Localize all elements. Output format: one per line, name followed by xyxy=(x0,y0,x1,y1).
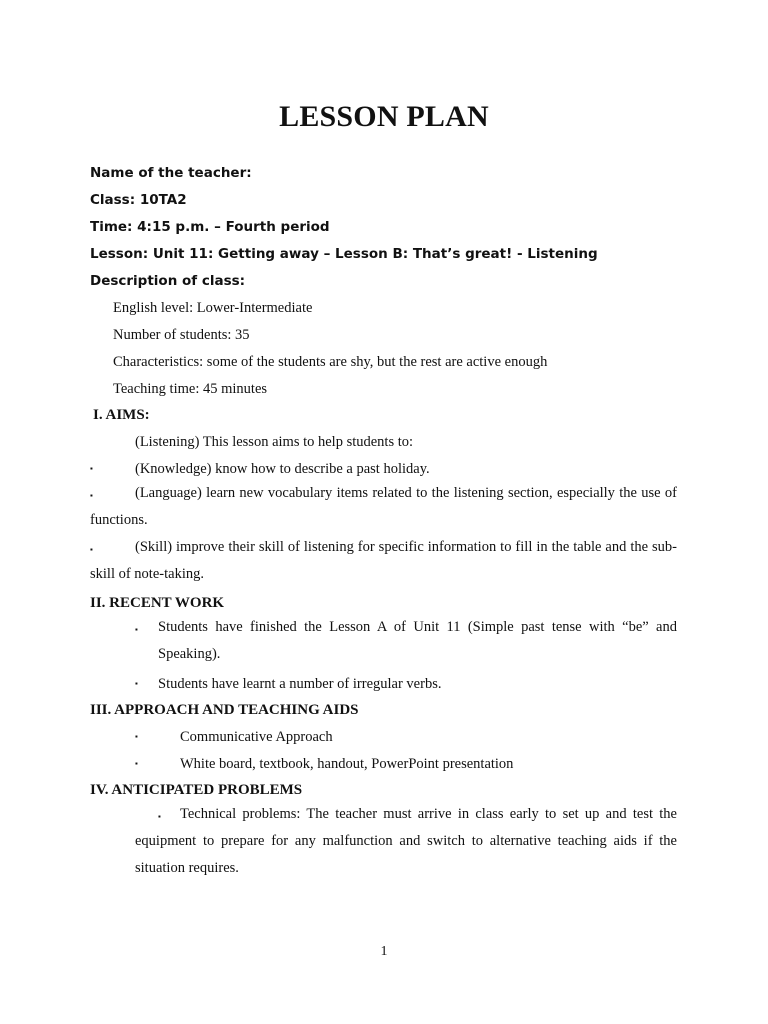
recent-work-item-1: Students have finished the Lesson A of Unit 11 (Simple past tense with “be” and Speaking). xyxy=(158,619,677,662)
aims-intro: (Listening) This lesson aims to help students to: xyxy=(135,434,414,450)
recent-work-item-2: Students have learnt a number of irregular verbs. xyxy=(158,676,442,692)
bullet-icon: ▪ xyxy=(135,679,138,688)
bullet-icon: ▪ xyxy=(158,812,161,821)
problem-technical: Technical problems: The teacher must arrive in class early to set up and test the equipment to prepare for any malfunction and switch to alternative teaching aids if the situation requires. xyxy=(135,806,677,876)
lesson-label: Lesson: Unit 11: Getting away – Lesson B: That’s great! - Listening xyxy=(90,246,598,262)
page-number: 1 xyxy=(380,944,388,959)
problems-heading: IV. ANTICIPATED PROBLEMS xyxy=(90,782,303,798)
document-title: LESSON PLAN xyxy=(279,100,489,133)
recent-work-heading: II. RECENT WORK xyxy=(90,595,225,611)
bullet-icon: ▪ xyxy=(135,732,138,741)
number-of-students: Number of students: 35 xyxy=(113,327,250,343)
teacher-name-label: Name of the teacher: xyxy=(90,165,252,181)
aim-skill: (Skill) improve their skill of listening for specific information to fill in the table and the sub-skill of note-taking. xyxy=(90,539,677,582)
bullet-icon: ▪ xyxy=(90,491,93,500)
aim-language: (Language) learn new vocabulary items related to the listening section, especially the use of functions. xyxy=(90,485,677,528)
time-label: Time: 4:15 p.m. – Fourth period xyxy=(90,219,330,235)
teaching-time: Teaching time: 45 minutes xyxy=(113,381,268,397)
bullet-icon: ▪ xyxy=(90,545,93,554)
bullet-icon: ▪ xyxy=(135,625,138,634)
approach-item-2: White board, textbook, handout, PowerPoint presentation xyxy=(180,756,514,772)
description-label: Description of class: xyxy=(90,273,246,289)
approach-item-1: Communicative Approach xyxy=(180,729,333,745)
english-level: English level: Lower-Intermediate xyxy=(113,300,313,316)
aim-knowledge: (Knowledge) know how to describe a past holiday. xyxy=(135,461,430,477)
bullet-icon: ▪ xyxy=(135,759,138,768)
class-label: Class: 10TA2 xyxy=(90,192,187,208)
aims-heading: I. AIMS: xyxy=(93,407,150,423)
class-characteristics: Characteristics: some of the students are shy, but the rest are active enough xyxy=(113,354,548,370)
approach-heading: III. APPROACH AND TEACHING AIDS xyxy=(90,702,359,718)
bullet-icon: ▪ xyxy=(90,464,93,473)
